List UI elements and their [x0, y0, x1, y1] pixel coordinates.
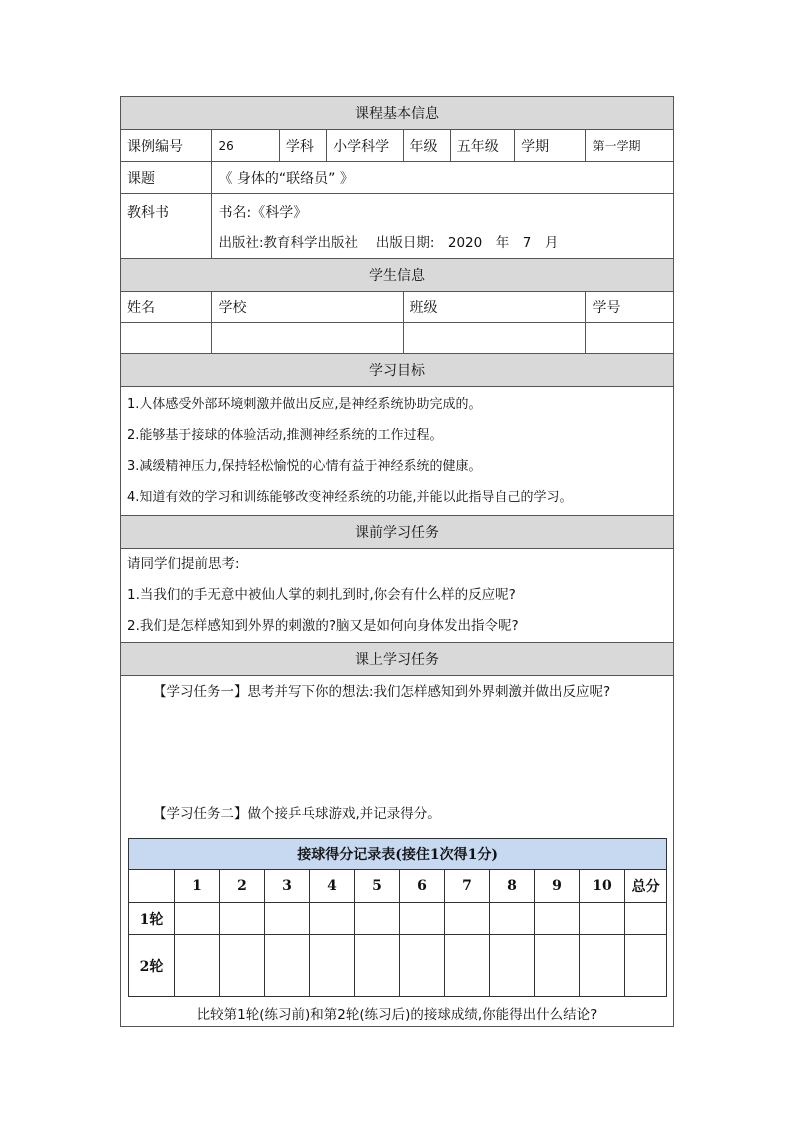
score-cell[interactable] [310, 935, 355, 997]
score-total-cell[interactable] [625, 935, 667, 997]
topic-value: 《 身体的“联络员” 》 [212, 162, 674, 194]
section-pre-class: 课前学习任务 [121, 516, 674, 549]
case-no-value: 26 [212, 130, 279, 162]
book-name: 书名:《科学》 [218, 205, 308, 221]
score-col-header: 3 [265, 870, 310, 903]
score-col-header: 10 [580, 870, 625, 903]
task-two: 【学习任务二】做个接乒乓球游戏,并记录得分。 [153, 806, 441, 822]
name-label: 姓名 [121, 292, 212, 323]
score-cell[interactable] [220, 935, 265, 997]
score-cell[interactable] [175, 903, 220, 935]
score-cell[interactable] [175, 935, 220, 997]
subject-label: 学科 [279, 130, 326, 162]
score-cell[interactable] [400, 935, 445, 997]
score-record-table [128, 838, 667, 997]
round-label: 1轮 [129, 903, 175, 935]
objective-item: 3.减缓精神压力,保持轻松愉悦的心情有益于神经系统的健康。 [127, 459, 482, 474]
subject-value: 小学科学 [327, 130, 403, 162]
objective-item: 1.人体感受外部环境刺激并做出反应,是神经系统协助完成的。 [127, 397, 482, 412]
task-one-answer-area[interactable] [121, 708, 673, 798]
student-id-input[interactable] [586, 323, 674, 354]
score-col-header: 7 [445, 870, 490, 903]
school-label: 学校 [212, 292, 403, 323]
score-cell[interactable] [265, 903, 310, 935]
term-label: 学期 [515, 130, 586, 162]
pre-class-question: 1.当我们的手无意中被仙人掌的刺扎到时,你会有什么样的反应呢? [127, 587, 516, 603]
score-col-header: 1 [175, 870, 220, 903]
score-cell[interactable] [580, 935, 625, 997]
case-no-label: 课例编号 [121, 130, 212, 162]
in-class-tasks [121, 676, 674, 1027]
objective-item: 4.知道有效的学习和训练能够改变神经系统的功能,并能以此指导自己的学习。 [127, 490, 573, 505]
score-cell[interactable] [355, 903, 400, 935]
textbook-info [212, 194, 674, 259]
textbook-label: 教科书 [121, 194, 212, 259]
term-value: 第一学期 [586, 130, 674, 162]
score-col-header: 8 [490, 870, 535, 903]
score-col-header: 2 [220, 870, 265, 903]
pre-class-intro: 请同学们提前思考: [127, 556, 240, 572]
section-student-info: 学生信息 [121, 259, 674, 292]
score-col-header: 6 [400, 870, 445, 903]
publisher-line: 出版社:教育科学出版社 出版日期: 2020 年 7 月 [218, 235, 559, 251]
objectives-list [121, 387, 674, 516]
score-cell[interactable] [580, 903, 625, 935]
pre-class-question: 2.我们是怎样感知到外界的刺激的?脑又是如何向身体发出指令呢? [127, 618, 519, 634]
score-cell[interactable] [535, 903, 580, 935]
lesson-table [120, 96, 674, 1027]
lesson-sheet [120, 96, 674, 1027]
topic-label: 课题 [121, 162, 212, 194]
grade-value: 五年级 [450, 130, 514, 162]
score-col-header: 9 [535, 870, 580, 903]
score-cell[interactable] [445, 935, 490, 997]
grade-label: 年级 [403, 130, 450, 162]
score-cell[interactable] [445, 903, 490, 935]
class-label: 班级 [403, 292, 586, 323]
score-cell[interactable] [490, 935, 535, 997]
task-one: 【学习任务一】思考并写下你的想法:我们怎样感知到外界刺激并做出反应呢? [153, 684, 611, 700]
score-cell[interactable] [490, 903, 535, 935]
score-cell[interactable] [310, 903, 355, 935]
score-cell[interactable] [400, 903, 445, 935]
score-col-header: 4 [310, 870, 355, 903]
section-objectives: 学习目标 [121, 354, 674, 387]
score-total-cell[interactable] [625, 903, 667, 935]
student-id-label: 学号 [586, 292, 674, 323]
score-table-title: 接球得分记录表(接住1次得1分) [129, 839, 667, 870]
score-cell[interactable] [265, 935, 310, 997]
conclusion-question: 比较第1轮(练习前)和第2轮(练习后)的接球成绩,你能得出什么结论? [196, 1007, 598, 1023]
score-col-header: 5 [355, 870, 400, 903]
score-cell[interactable] [355, 935, 400, 997]
school-input[interactable] [212, 323, 403, 354]
section-basic-info: 课程基本信息 [121, 97, 674, 130]
name-input[interactable] [121, 323, 212, 354]
section-in-class: 课上学习任务 [121, 643, 674, 676]
objective-item: 2.能够基于接球的体验活动,推测神经系统的工作过程。 [127, 428, 443, 443]
round-label: 2轮 [129, 935, 175, 997]
score-cell[interactable] [535, 935, 580, 997]
score-total-header: 总分 [625, 870, 667, 903]
pre-class-tasks [121, 549, 674, 643]
class-input[interactable] [403, 323, 586, 354]
score-cell[interactable] [220, 903, 265, 935]
score-corner-cell [129, 870, 175, 903]
